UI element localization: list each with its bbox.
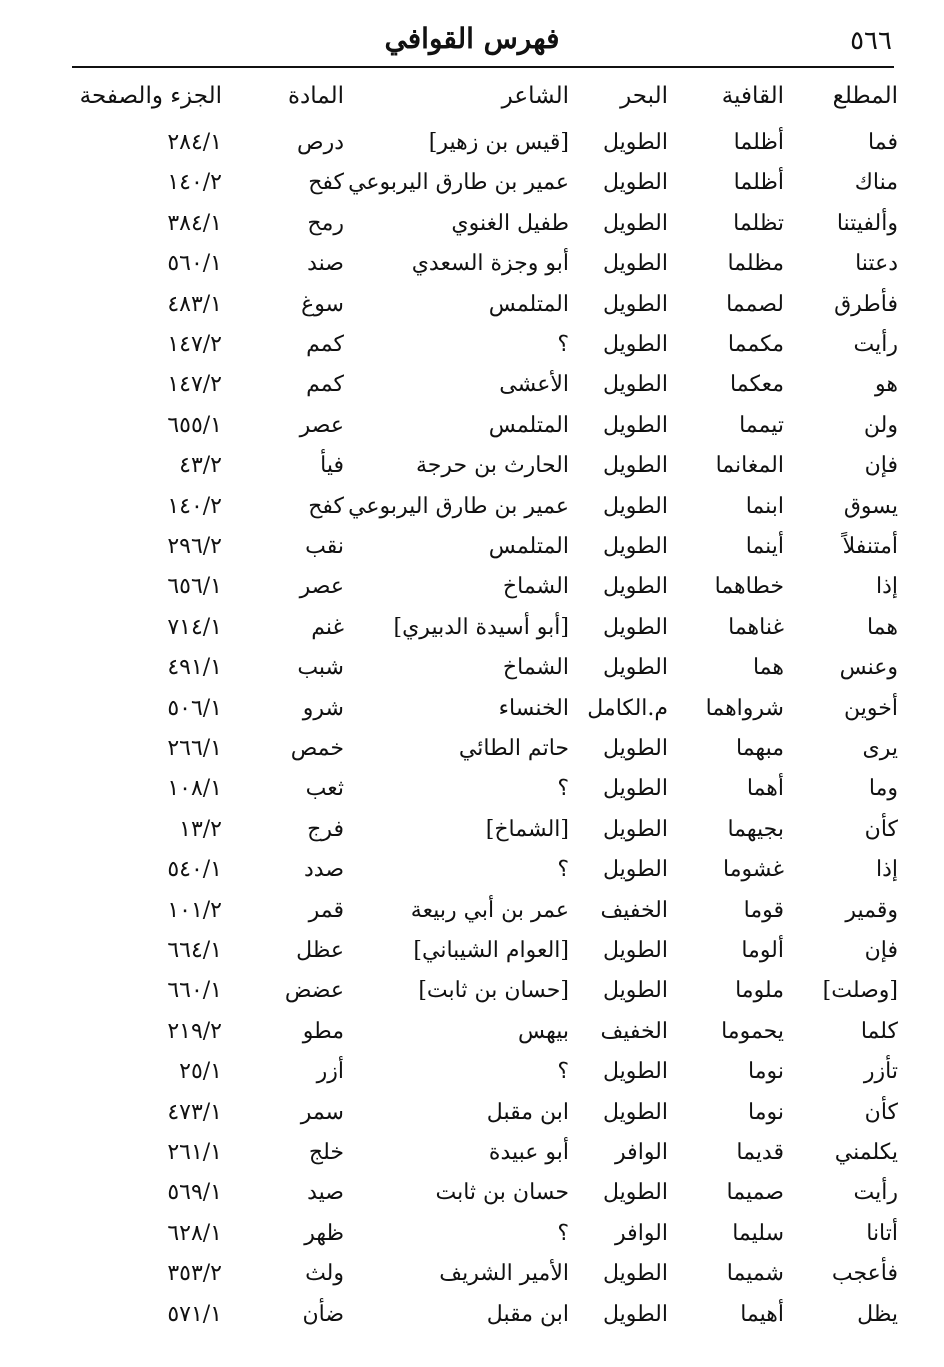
- cell-meter: الطويل: [602, 493, 668, 519]
- cell-poet: المتلمس: [488, 534, 569, 559]
- cell-opening: كلما: [860, 1018, 898, 1044]
- cell-meter: الطويل: [602, 574, 668, 600]
- table-row: [0, 769, 944, 809]
- cell-poet: حاتم الطائي: [458, 736, 569, 761]
- cell-ref: ٦٦٤/١: [167, 938, 222, 963]
- cell-root: رمح: [307, 210, 344, 236]
- table-row: [0, 446, 944, 486]
- cell-root: عصر: [299, 412, 344, 438]
- cell-rhyme: هما: [752, 655, 784, 681]
- cell-opening: وألفيتنا: [836, 210, 898, 236]
- cell-poet: الحارث بن حرجة: [415, 453, 569, 479]
- cell-rhyme: شميما: [726, 1261, 784, 1287]
- cell-rhyme: مكمما: [727, 332, 784, 357]
- cell-rhyme: قوما: [743, 897, 784, 923]
- cell-meter: الطويل: [602, 453, 668, 479]
- cell-meter: الطويل: [602, 1099, 668, 1125]
- table-row: [0, 567, 944, 607]
- cell-meter: الطويل: [602, 776, 668, 802]
- cell-poet: عمير بن طارق اليربوعي: [348, 170, 569, 196]
- cell-rhyme: غشوما: [723, 857, 784, 883]
- cell-ref: ٦٢٨/١: [167, 1220, 222, 1246]
- cell-opening: رأيت: [853, 1180, 898, 1206]
- cell-ref: ٣٨٤/١: [167, 210, 222, 236]
- cell-root: صيد: [307, 1180, 344, 1206]
- cell-meter: الطويل: [602, 1261, 668, 1287]
- cell-meter: الطويل: [602, 412, 668, 438]
- cell-root: عظل: [296, 938, 344, 963]
- table-row: [0, 689, 944, 729]
- table-row: [0, 891, 944, 931]
- table-row: [0, 244, 944, 284]
- cell-poet: طفيل الغنوي: [451, 210, 569, 236]
- cell-ref: ٥٠٦/١: [167, 695, 222, 721]
- cell-opening: يرى: [862, 736, 898, 761]
- header-rule: [72, 66, 894, 68]
- column-header-poet: الشاعر: [501, 83, 569, 109]
- cell-meter: الخفيف: [600, 897, 668, 923]
- cell-ref: ٥٤٠/١: [167, 857, 222, 883]
- table-row: [0, 850, 944, 890]
- cell-meter: الطويل: [602, 534, 668, 559]
- cell-opening: رأيت: [853, 332, 898, 357]
- cell-ref: ٤٧٣/١: [167, 1099, 222, 1125]
- cell-opening: هما: [866, 614, 898, 640]
- cell-ref: ٢١٩/٢: [167, 1018, 222, 1044]
- cell-meter: الخفيف: [600, 1018, 668, 1044]
- cell-root: قمر: [308, 897, 344, 923]
- table-row: [0, 527, 944, 567]
- cell-rhyme: ملوما: [735, 978, 784, 1004]
- cell-rhyme: سليما: [732, 1220, 784, 1246]
- cell-meter: الطويل: [602, 736, 668, 761]
- cell-ref: ٥٦٠/١: [167, 251, 222, 277]
- cell-ref: ١٤٧/٢: [167, 372, 222, 398]
- cell-ref: ٢٦٦/١: [167, 736, 222, 761]
- cell-ref: ٥٧١/١: [167, 1301, 222, 1327]
- cell-rhyme: شرواهما: [705, 695, 784, 721]
- table-row: [0, 1214, 944, 1254]
- cell-opening: إذا: [875, 574, 898, 600]
- cell-opening: تأزر: [863, 1059, 898, 1085]
- cell-root: كفح: [308, 170, 344, 196]
- table-row: [0, 1173, 944, 1213]
- cell-root: درص: [296, 130, 344, 155]
- cell-opening: دعتنا: [855, 251, 898, 277]
- table-row: [0, 971, 944, 1011]
- table-row: [0, 487, 944, 527]
- cell-root: فرج: [307, 816, 344, 842]
- cell-rhyme: صميما: [726, 1180, 784, 1206]
- cell-poet: حسان بن ثابت: [435, 1180, 569, 1206]
- cell-ref: ٦٥٦/١: [167, 574, 222, 600]
- cell-poet: المتلمس: [488, 412, 569, 438]
- cell-opening: فأطرق: [834, 291, 898, 317]
- cell-poet: ابن مقبل: [486, 1099, 569, 1125]
- column-header-row: [0, 76, 944, 116]
- cell-poet: المتلمس: [488, 291, 569, 317]
- cell-opening: فإن: [864, 453, 898, 479]
- cell-poet: [الشماخ]: [485, 816, 569, 842]
- table-row: [0, 1012, 944, 1052]
- cell-ref: ٥٦٩/١: [167, 1180, 222, 1206]
- cell-rhyme: معكما: [730, 372, 784, 398]
- cell-root: ضأن: [302, 1301, 344, 1327]
- cell-rhyme: أهيما: [740, 1301, 784, 1327]
- cell-opening: وقمير: [845, 897, 898, 923]
- cell-ref: ٤٣/٢: [179, 453, 222, 479]
- table-row: [0, 1254, 944, 1294]
- cell-meter: الطويل: [602, 857, 668, 883]
- table-row: [0, 123, 944, 163]
- table-row: [0, 406, 944, 446]
- cell-ref: ٤٨٣/١: [167, 291, 222, 317]
- cell-root: خلج: [308, 1140, 344, 1165]
- cell-meter: الطويل: [602, 332, 668, 357]
- cell-poet: بيهس: [518, 1018, 569, 1044]
- cell-opening: وعنس: [839, 655, 898, 681]
- cell-ref: ٣٥٣/٢: [167, 1261, 222, 1287]
- cell-poet: ؟: [557, 332, 569, 357]
- cell-root: سمر: [300, 1099, 344, 1125]
- cell-rhyme: مبهما: [736, 736, 784, 761]
- cell-opening: مناك: [854, 170, 898, 196]
- cell-poet: [أبو أسيدة الدبيري]: [393, 614, 569, 640]
- cell-ref: ٢٩٦/٢: [167, 534, 222, 559]
- cell-opening: [وصلت]: [822, 978, 898, 1004]
- cell-rhyme: تظلما: [733, 210, 784, 236]
- cell-opening: أمتنفلاً: [842, 534, 898, 559]
- cell-ref: ١٠١/٢: [167, 897, 222, 923]
- cell-ref: ٢٦١/١: [167, 1140, 222, 1165]
- table-row: [0, 204, 944, 244]
- column-header-rhyme: القافية: [721, 83, 784, 109]
- cell-root: صند: [307, 251, 344, 277]
- cell-meter: الطويل: [602, 210, 668, 236]
- cell-poet: ؟: [557, 857, 569, 883]
- cell-root: فيأ: [320, 453, 344, 479]
- column-header-ref: الجزء والصفحة: [79, 83, 222, 109]
- cell-root: عصر: [299, 574, 344, 600]
- column-header-meter: البحر: [620, 83, 668, 109]
- cell-opening: أتانا: [866, 1220, 898, 1246]
- cell-rhyme: غناهما: [728, 614, 784, 640]
- cell-poet: [قيس بن زهير]: [428, 130, 569, 155]
- cell-meter: الطويل: [602, 251, 668, 277]
- cell-root: أزر: [316, 1059, 344, 1085]
- cell-root: شبب: [297, 655, 344, 681]
- cell-opening: يظل: [857, 1301, 898, 1327]
- cell-meter: الطويل: [602, 614, 668, 640]
- table-row: [0, 648, 944, 688]
- cell-ref: ٦٥٥/١: [167, 412, 222, 438]
- table-row: [0, 285, 944, 325]
- cell-meter: الوافر: [615, 1220, 668, 1246]
- cell-meter: الطويل: [602, 655, 668, 681]
- cell-root: خمص: [290, 736, 344, 761]
- cell-ref: ١٤٠/٢: [167, 493, 222, 519]
- table-row: [0, 1093, 944, 1133]
- cell-rhyme: ابنما: [745, 493, 784, 519]
- cell-opening: كأن: [864, 816, 898, 842]
- cell-ref: ١٣/٢: [179, 816, 222, 842]
- cell-ref: ٢٥/١: [179, 1059, 222, 1085]
- cell-poet: عمر بن أبي ربيعة: [410, 897, 569, 923]
- cell-opening: ولن: [863, 412, 898, 438]
- cell-meter: الطويل: [602, 1059, 668, 1085]
- cell-poet: الأمير الشريف: [439, 1261, 569, 1287]
- cell-ref: ٢٨٤/١: [167, 130, 222, 155]
- cell-rhyme: يحموما: [721, 1018, 784, 1044]
- cell-poet: ابن مقبل: [486, 1301, 569, 1327]
- cell-opening: هو: [875, 372, 898, 398]
- cell-meter: الطويل: [602, 1180, 668, 1206]
- cell-ref: ٦٦٠/١: [167, 978, 222, 1004]
- cell-poet: الشماخ: [502, 574, 569, 600]
- cell-root: ولث: [305, 1261, 344, 1287]
- cell-ref: ١٤٧/٢: [167, 332, 222, 357]
- cell-poet: أبو عبيدة: [488, 1140, 569, 1165]
- cell-ref: ٧١٤/١: [167, 614, 222, 640]
- cell-poet: الأعشى: [499, 372, 569, 398]
- cell-rhyme: نوما: [748, 1099, 784, 1125]
- cell-root: عضض: [284, 978, 344, 1004]
- table-row: [0, 1295, 944, 1335]
- cell-rhyme: أهما: [746, 776, 784, 802]
- cell-root: ظهر: [304, 1220, 344, 1246]
- cell-meter: م.الكامل: [587, 695, 668, 721]
- page-number: ٥٦٦: [850, 26, 892, 56]
- table-row: [0, 608, 944, 648]
- cell-meter: الطويل: [602, 170, 668, 196]
- table-row: [0, 1133, 944, 1173]
- page-title: فهرس القوافي: [384, 22, 560, 55]
- cell-poet: عمير بن طارق اليربوعي: [348, 493, 569, 519]
- cell-rhyme: أينما: [745, 534, 784, 559]
- cell-rhyme: بجيهما: [727, 816, 784, 842]
- cell-opening: إذا: [875, 857, 898, 883]
- table-row: [0, 931, 944, 971]
- cell-opening: فما: [868, 130, 898, 155]
- cell-poet: الخنساء: [498, 695, 569, 721]
- column-header-root: المادة: [288, 83, 344, 109]
- cell-meter: الطويل: [602, 291, 668, 317]
- cell-root: صدد: [303, 857, 344, 883]
- cell-opening: يسوق: [843, 493, 898, 519]
- cell-rhyme: ألوما: [741, 938, 784, 963]
- cell-poet: [العوام الشيباني]: [413, 938, 569, 963]
- cell-meter: الوافر: [615, 1140, 668, 1165]
- cell-root: غنم: [311, 614, 344, 640]
- cell-root: نقب: [305, 534, 344, 559]
- cell-poet: أبو وجزة السعدي: [411, 251, 569, 277]
- cell-meter: الطويل: [602, 1301, 668, 1327]
- cell-rhyme: لصمما: [726, 291, 784, 317]
- cell-rhyme: نوما: [748, 1059, 784, 1085]
- cell-root: مطو: [302, 1018, 344, 1044]
- cell-rhyme: أظلما: [733, 170, 784, 196]
- cell-rhyme: تيمما: [739, 412, 784, 438]
- cell-meter: الطويل: [602, 372, 668, 398]
- cell-meter: الطويل: [602, 816, 668, 842]
- cell-ref: ١٠٨/١: [167, 776, 222, 802]
- cell-opening: فأعجب: [831, 1261, 898, 1287]
- cell-poet: ؟: [557, 1059, 569, 1085]
- cell-poet: ؟: [557, 1220, 569, 1246]
- cell-ref: ١٤٠/٢: [167, 170, 222, 196]
- cell-root: سوغ: [301, 291, 344, 317]
- column-header-opening: المطلع: [832, 83, 898, 109]
- cell-poet: الشماخ: [502, 655, 569, 681]
- table-row: [0, 1052, 944, 1092]
- table-row: [0, 365, 944, 405]
- cell-meter: الطويل: [602, 938, 668, 963]
- cell-rhyme: قديما: [736, 1140, 784, 1165]
- cell-opening: يكلمني: [834, 1140, 898, 1165]
- cell-poet: [حسان بن ثابت]: [418, 978, 569, 1004]
- cell-root: كفح: [308, 493, 344, 519]
- cell-root: كمم: [306, 372, 344, 398]
- cell-root: شرو: [302, 695, 344, 721]
- cell-rhyme: أظلما: [733, 130, 784, 155]
- cell-opening: أخوين: [844, 695, 898, 721]
- cell-rhyme: المغانما: [715, 453, 784, 479]
- cell-root: ثعب: [305, 776, 344, 802]
- cell-meter: الطويل: [602, 130, 668, 155]
- cell-rhyme: خطاهما: [714, 574, 784, 600]
- table-row: [0, 810, 944, 850]
- cell-rhyme: مظلما: [727, 251, 784, 277]
- cell-opening: كأن: [864, 1099, 898, 1125]
- table-row: [0, 729, 944, 769]
- table-row: [0, 325, 944, 365]
- cell-meter: الطويل: [602, 978, 668, 1004]
- table-row: [0, 163, 944, 203]
- cell-opening: فإن: [864, 938, 898, 963]
- cell-opening: وما: [868, 776, 898, 802]
- cell-ref: ٤٩١/١: [167, 655, 222, 681]
- cell-root: كمم: [306, 332, 344, 357]
- cell-poet: ؟: [557, 776, 569, 802]
